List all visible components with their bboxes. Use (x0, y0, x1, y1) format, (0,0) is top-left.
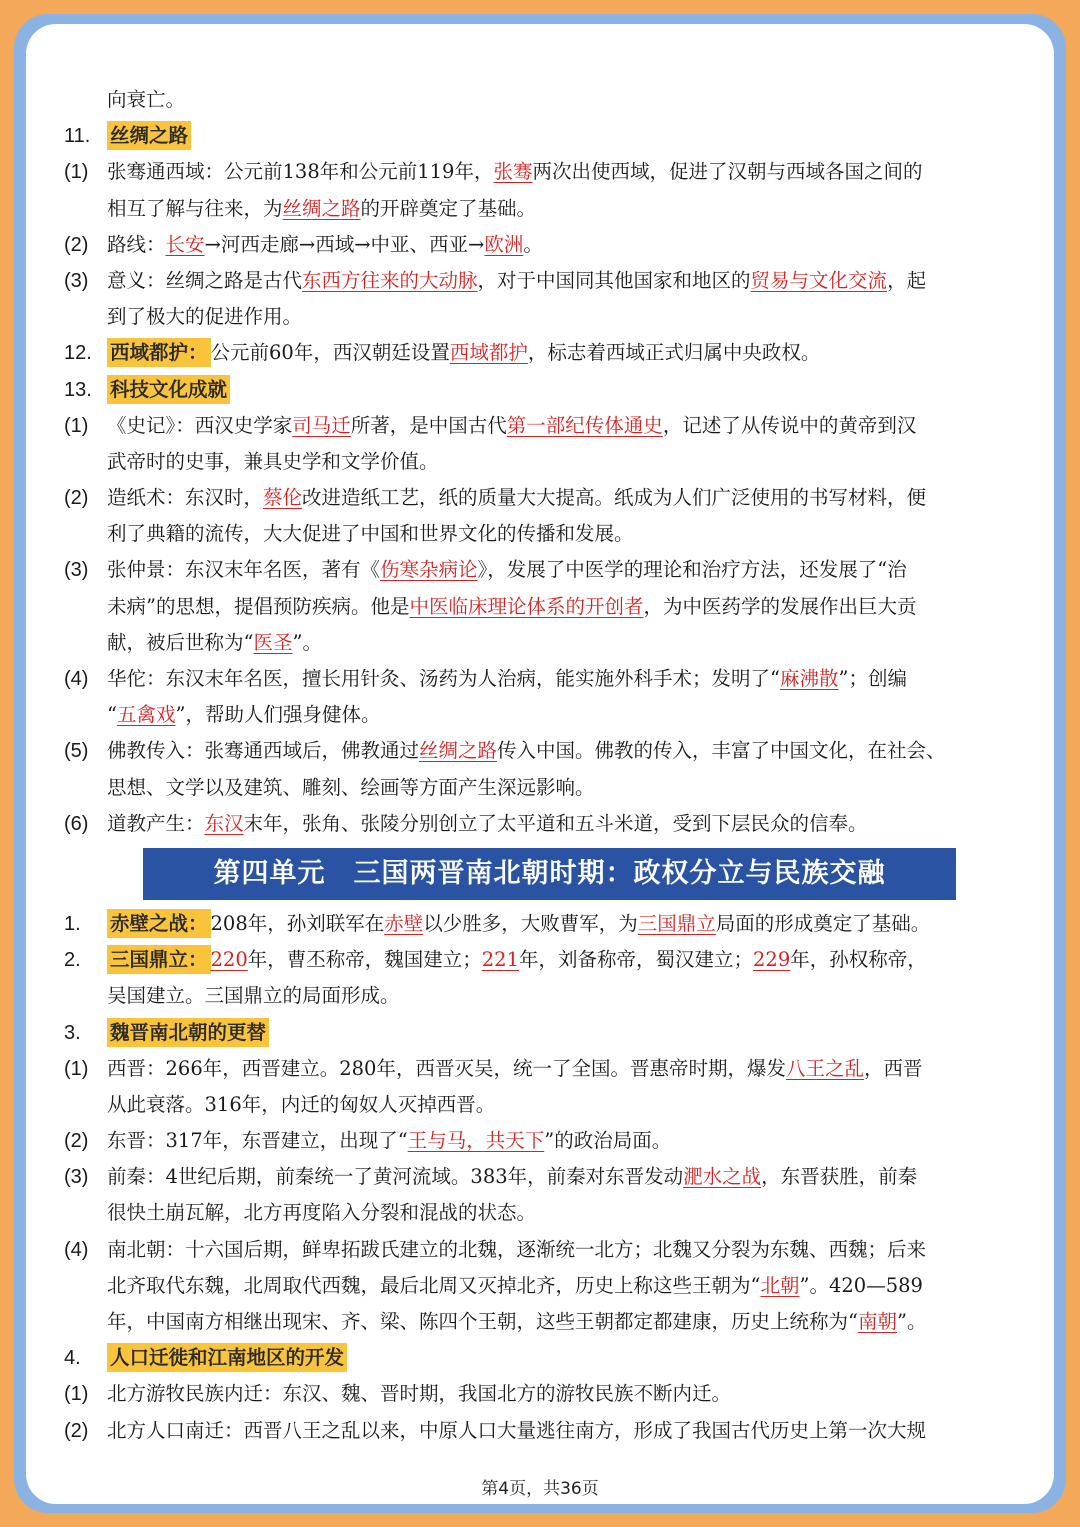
key-term: 五禽戏 (116, 703, 176, 727)
text-segment: 造纸术：东汉时， (107, 486, 264, 510)
line-text (107, 154, 922, 190)
item-number: (6) (64, 812, 89, 835)
text-segment: ”；创编 (838, 667, 907, 690)
item-number: (3) (64, 1166, 89, 1189)
text-line (26, 154, 1054, 190)
key-term: 医圣 (253, 630, 293, 654)
item-number: (2) (64, 487, 89, 510)
line-text (107, 263, 926, 299)
text-segment: 吴国建立。三国鼎立的局面形成。 (107, 984, 400, 1008)
line-text (107, 770, 595, 806)
key-term: 贸易与文化交流 (750, 268, 888, 292)
key-term: 220 (210, 948, 248, 972)
line-text (107, 480, 926, 516)
item-number: (3) (64, 269, 89, 292)
text-segment: 北方人口南迁：西晋八王之乱以来，中原人口大量逃往南方，形成了我国古代历史上第一次大规 (107, 1418, 927, 1442)
text-segment: 很快土崩瓦解，北方再度陷入分裂和混战的状态。 (107, 1201, 537, 1225)
item-number: 2. (64, 949, 81, 972)
key-term: 221 (481, 948, 519, 972)
text-segment: 献，被后世称为“ (107, 630, 254, 654)
text-segment: 张仲景：东汉末年名医，著有《 (107, 558, 381, 582)
key-term: 长安 (165, 232, 205, 256)
text-line (26, 82, 1054, 118)
text-line (26, 118, 1054, 154)
line-text (107, 1376, 731, 1412)
text-segment: ，西晋 (863, 1056, 923, 1080)
text-segment: 利了典籍的流传，大大促进了中国和世界文化的传播和发展。 (107, 522, 634, 546)
item-number: (2) (64, 1419, 89, 1442)
document-content (26, 82, 1054, 1449)
key-term: 东汉 (204, 811, 244, 835)
line-text (107, 299, 302, 335)
text-line (26, 697, 1054, 733)
key-term: 八王之乱 (785, 1056, 864, 1080)
line-text (107, 1268, 923, 1304)
text-segment: 北齐取代东魏，北周取代西魏，最后北周又灭掉北齐，历史上称这些王朝为“ (107, 1273, 761, 1297)
text-line (26, 299, 1054, 335)
key-term: 第一部纪传体通史 (506, 413, 663, 437)
line-text (107, 552, 907, 588)
unit-4-banner: 第四单元 三国两晋南北朝时期：政权分立与民族交融 (143, 848, 956, 900)
text-segment: ，为中医药学的发展作出巨大贡 (643, 594, 917, 618)
text-line (26, 1268, 1054, 1304)
text-line (26, 1159, 1054, 1195)
text-segment: ，标志着西域正式归属中央政权。 (527, 341, 821, 365)
key-term: 麻沸散 (779, 667, 839, 690)
text-line (26, 516, 1054, 552)
text-line (26, 191, 1054, 227)
text-line (26, 1087, 1054, 1123)
text-line (26, 906, 1054, 942)
text-line (26, 227, 1054, 263)
line-text (107, 444, 439, 480)
text-segment: 所著，是中国古代 (350, 413, 507, 437)
text-segment: 年，中国南方相继出现宋、齐、梁、陈四个王朝，这些王朝都定都建康，历史上统称为“ (107, 1310, 858, 1333)
text-segment: 公元前60年，西汉朝廷设置 (210, 341, 450, 365)
key-term: 王与马，共天下 (407, 1129, 545, 1153)
line-text (107, 906, 930, 942)
text-segment: ”。 (292, 630, 322, 654)
text-line (26, 733, 1054, 769)
page-number-footer: 第4页，共36页 (481, 1479, 599, 1499)
section-unit4 (26, 906, 1054, 1449)
text-line (26, 625, 1054, 661)
text-segment: “ (107, 703, 117, 727)
item-number: 12. (64, 342, 92, 365)
unit-banner-row (26, 842, 1054, 900)
text-segment: ，对于中国同其他国家和地区的 (477, 268, 751, 292)
key-term: 伤寒杂病论 (380, 558, 478, 582)
key-term: 丝绸之路 (282, 196, 361, 220)
key-term: 东西方往来的大动脉 (302, 268, 478, 292)
highlighted-heading: 科技文化成就 (107, 375, 230, 404)
line-text (107, 118, 191, 154)
text-segment: ”。 (897, 1310, 927, 1333)
text-line (26, 942, 1054, 978)
text-segment: ，记述了从传说中的黄帝到汉 (662, 413, 917, 437)
text-segment: 张骞通西域：公元前138年和公元前119年， (107, 160, 494, 184)
text-segment: 两次出使西域，促进了汉朝与西域各国之间的 (532, 160, 923, 184)
line-text (107, 1015, 269, 1051)
text-line (26, 661, 1054, 697)
highlighted-heading: 赤壁之战： (107, 909, 211, 938)
item-number: (4) (64, 668, 89, 690)
item-number: (1) (64, 1057, 89, 1080)
key-term: 张骞 (493, 160, 533, 184)
text-segment: 意义：丝绸之路是古代 (107, 268, 303, 292)
highlighted-heading: 丝绸之路 (107, 121, 191, 150)
text-line (26, 978, 1054, 1014)
text-segment: 路线： (107, 232, 166, 256)
key-term: 南朝 (857, 1310, 897, 1333)
text-segment: 》，发展了中医学的理论和治疗方法，还发展了“治 (477, 558, 907, 582)
line-text (107, 806, 868, 842)
item-number: 13. (64, 378, 92, 401)
line-text (107, 978, 400, 1014)
text-line (26, 1304, 1054, 1340)
text-line (26, 1232, 1054, 1268)
text-segment: 以少胜多，大败曹军，为 (423, 911, 638, 935)
key-term: 司马迁 (292, 413, 351, 437)
document-page (26, 24, 1054, 1504)
key-term: 229 (753, 948, 791, 972)
text-segment: 年，曹丕称帝，魏国建立； (247, 948, 482, 972)
text-line (26, 372, 1054, 408)
text-segment: ”，帮助人们强身健体。 (175, 703, 381, 727)
text-segment: 末年，张角、张陵分别创立了太平道和五斗米道，受到下层民众的信奉。 (243, 811, 868, 835)
text-segment: 思想、文学以及建筑、雕刻、绘画等方面产生深远影响。 (107, 775, 595, 799)
line-text (107, 1159, 917, 1195)
item-number: (2) (64, 1130, 89, 1153)
key-term: 赤壁 (384, 911, 424, 935)
item-number: (3) (64, 559, 89, 582)
line-text (107, 82, 185, 118)
text-line (26, 263, 1054, 299)
highlighted-heading: 人口迁徙和江南地区的开发 (107, 1343, 347, 1372)
line-text (107, 1087, 495, 1123)
item-number: (2) (64, 233, 89, 256)
text-line (26, 1376, 1054, 1412)
text-segment: ，东晋获胜，前秦 (761, 1165, 918, 1189)
line-text (107, 1413, 926, 1449)
text-segment: 北方游牧民族内迁：东汉、魏、晋时期，我国北方的游牧民族不断内迁。 (107, 1382, 732, 1406)
key-term: 三国鼎立 (637, 911, 716, 935)
section-unit3-continued (26, 82, 1054, 842)
text-segment: 。 (523, 232, 543, 256)
text-segment: 南北朝：十六国后期，鲜卑拓跋氏建立的北魏，逐渐统一北方；北魏又分裂为东魏、西魏；后来 (107, 1237, 927, 1261)
item-number: (5) (64, 740, 89, 763)
line-text (107, 1195, 536, 1231)
text-segment: 年，孙权称帝， (790, 948, 927, 972)
text-segment: 局面的形成奠定了基础。 (715, 911, 931, 935)
text-line (26, 552, 1054, 588)
line-text (107, 227, 543, 263)
line-text (107, 516, 634, 552)
line-text (107, 1051, 922, 1087)
text-line (26, 1123, 1054, 1159)
text-segment: 的开辟奠定了基础。 (360, 196, 537, 220)
text-segment: ”的政治局面。 (544, 1129, 672, 1153)
text-segment: 改进造纸工艺，纸的质量大大提高。纸成为人们广泛使用的书写材料，便 (302, 486, 927, 510)
item-number: 1. (64, 912, 81, 935)
text-line (26, 1015, 1054, 1051)
item-number: (1) (64, 1383, 89, 1406)
text-segment: 道教产生： (107, 811, 205, 835)
text-segment: 前秦：4世纪后期，前秦统一了黄河流域。383年，前秦对东晋发动 (107, 1165, 684, 1189)
item-number: 3. (64, 1021, 81, 1044)
text-segment: ，起 (887, 268, 927, 292)
line-text (107, 372, 230, 408)
item-number: (1) (64, 414, 89, 437)
highlighted-heading: 西域都护： (107, 338, 211, 367)
text-line (26, 480, 1054, 516)
line-text (107, 1304, 926, 1340)
text-segment: 相互了解与往来，为 (107, 196, 283, 220)
line-text (107, 1340, 347, 1376)
text-segment: 从此衰落。316年，内迁的匈奴人灭掉西晋。 (107, 1092, 496, 1116)
text-segment: ”。420—589 (799, 1273, 923, 1297)
line-text (107, 589, 917, 625)
key-term: 淝水之战 (683, 1165, 762, 1189)
key-term: 西域都护 (449, 341, 528, 365)
text-segment: 佛教传入：张骞通西域后，佛教通过 (107, 739, 420, 763)
item-number: 4. (64, 1347, 81, 1370)
line-text (107, 1123, 671, 1159)
highlighted-heading: 魏晋南北朝的更替 (107, 1018, 269, 1047)
text-line (26, 1340, 1054, 1376)
key-term: 中医临床理论体系的开创者 (409, 594, 644, 618)
text-segment: →河西走廊→西域→中亚、西亚→ (204, 232, 485, 256)
text-segment: 年，刘备称帝，蜀汉建立； (519, 948, 754, 972)
text-line (26, 1195, 1054, 1231)
text-segment: 传入中国。佛教的传入，丰富了中国文化，在社会、 (497, 739, 946, 763)
line-text (107, 661, 907, 697)
item-number: (1) (64, 161, 89, 184)
text-segment: 到了极大的促进作用。 (107, 305, 303, 329)
highlighted-heading: 三国鼎立： (107, 945, 211, 974)
line-text (107, 733, 946, 769)
text-segment: 东晋：317年，东晋建立，出现了“ (107, 1129, 408, 1153)
text-segment: 武帝时的史事，兼具史学和文学价值。 (107, 449, 439, 473)
text-segment: 208年，孙刘联军在 (210, 911, 385, 935)
text-line (26, 589, 1054, 625)
text-segment: 未病”的思想，提倡预防疾病。他是 (107, 594, 410, 618)
line-text (107, 408, 916, 444)
key-term: 蔡伦 (263, 486, 303, 510)
text-line (26, 444, 1054, 480)
text-line (26, 335, 1054, 371)
text-segment: 向衰亡。 (107, 88, 186, 111)
text-segment: 《史记》：西汉史学家 (107, 413, 293, 437)
text-line (26, 1413, 1054, 1449)
line-text (107, 191, 536, 227)
text-segment: 西晋：266年，西晋建立。280年，西晋灭吴，统一了全国。晋惠帝时期，爆发 (107, 1056, 786, 1080)
text-line (26, 806, 1054, 842)
text-line (26, 770, 1054, 806)
line-text (107, 625, 322, 661)
line-text (107, 335, 820, 371)
text-line (26, 408, 1054, 444)
line-text (107, 1232, 926, 1268)
item-number: 11. (64, 125, 91, 148)
key-term: 丝绸之路 (419, 739, 498, 763)
text-segment: 华佗：东汉末年名医，擅长用针灸、汤药为人治病，能实施外科手术；发明了“ (107, 667, 780, 690)
text-line (26, 1051, 1054, 1087)
line-text (107, 942, 927, 978)
line-text (107, 697, 380, 733)
key-term: 北朝 (760, 1273, 800, 1297)
key-term: 欧洲 (484, 232, 524, 256)
item-number: (4) (64, 1238, 89, 1261)
